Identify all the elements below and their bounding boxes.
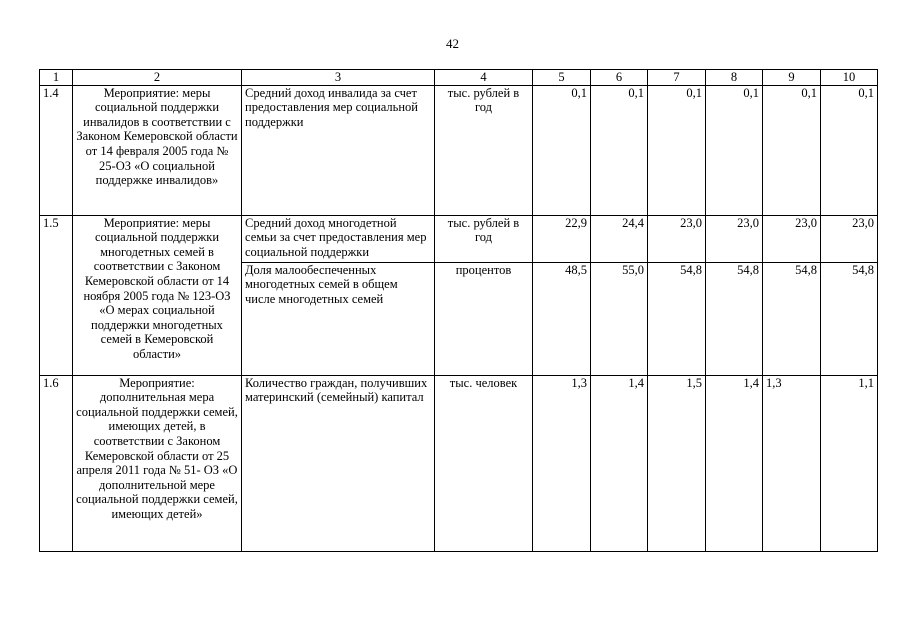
value-cell: 54,8 — [821, 262, 878, 375]
value-cell: 1,4 — [591, 375, 648, 551]
row-number: 1.4 — [40, 85, 73, 215]
row-number: 1.6 — [40, 375, 73, 551]
header-cell: 10 — [821, 70, 878, 86]
indicators-table — [39, 69, 878, 552]
header-cell: 6 — [591, 70, 648, 86]
value-cell: 1,3 — [533, 375, 591, 551]
value-cell: 55,0 — [591, 262, 648, 375]
value-cell: 1,4 — [706, 375, 763, 551]
activity-cell: Мероприятие: меры социальной поддержки многодетных семей в соответствии с Законом Кемеровской области от 14 ноября 2005 года № 123-ОЗ «О мерах социальной поддержки многодетных семей в Кемеровской области» — [73, 215, 242, 375]
unit-cell: тыс. человек — [435, 375, 533, 551]
value-cell: 0,1 — [821, 85, 878, 215]
value-cell: 1,3 — [763, 375, 821, 551]
value-cell: 23,0 — [648, 215, 706, 262]
unit-cell: тыс. рублей в год — [435, 85, 533, 215]
value-cell: 0,1 — [763, 85, 821, 215]
row-number: 1.5 — [40, 215, 73, 375]
activity-cell: Мероприятие: дополнительная мера социальной поддержки семей, имеющих детей, в соответствии с Законом Кемеровской области от 25 апреля 2011 года № 51- ОЗ «О дополнительной мере социальной поддержки семей, имеющих детей» — [73, 375, 242, 551]
header-cell: 2 — [73, 70, 242, 86]
value-cell: 1,1 — [821, 375, 878, 551]
value-cell: 1,5 — [648, 375, 706, 551]
value-cell: 24,4 — [591, 215, 648, 262]
header-cell: 9 — [763, 70, 821, 86]
value-cell: 22,9 — [533, 215, 591, 262]
header-cell: 5 — [533, 70, 591, 86]
header-cell: 3 — [242, 70, 435, 86]
indicator-cell: Доля малообеспеченных многодетных семей в общем числе многодетных семей — [242, 262, 435, 375]
indicator-cell: Количество граждан, получивших материнский (семейный) капитал — [242, 375, 435, 551]
header-cell: 1 — [40, 70, 73, 86]
unit-cell: тыс. рублей в год — [435, 215, 533, 262]
header-row — [40, 70, 878, 86]
indicator-cell: Средний доход многодетной семьи за счет предоставления мер социальной поддержки — [242, 215, 435, 262]
unit-cell: процентов — [435, 262, 533, 375]
value-cell: 0,1 — [706, 85, 763, 215]
value-cell: 54,8 — [706, 262, 763, 375]
value-cell: 0,1 — [591, 85, 648, 215]
header-cell: 7 — [648, 70, 706, 86]
value-cell: 0,1 — [648, 85, 706, 215]
table-row — [40, 215, 878, 262]
value-cell: 23,0 — [706, 215, 763, 262]
table-row — [40, 85, 878, 215]
value-cell: 54,8 — [648, 262, 706, 375]
header-cell: 4 — [435, 70, 533, 86]
value-cell: 48,5 — [533, 262, 591, 375]
table-row — [40, 375, 878, 551]
page-number: 42 — [446, 36, 459, 51]
value-cell: 54,8 — [763, 262, 821, 375]
value-cell: 23,0 — [763, 215, 821, 262]
value-cell: 23,0 — [821, 215, 878, 262]
header-cell: 8 — [706, 70, 763, 86]
value-cell: 0,1 — [533, 85, 591, 215]
indicator-cell: Средний доход инвалида за счет предоставления мер социальной поддержки — [242, 85, 435, 215]
activity-cell: Мероприятие: меры социальной поддержки инвалидов в соответствии с Законом Кемеровской области от 14 февраля 2005 года № 25-ОЗ «О социальной поддержке инвалидов» — [73, 85, 242, 215]
